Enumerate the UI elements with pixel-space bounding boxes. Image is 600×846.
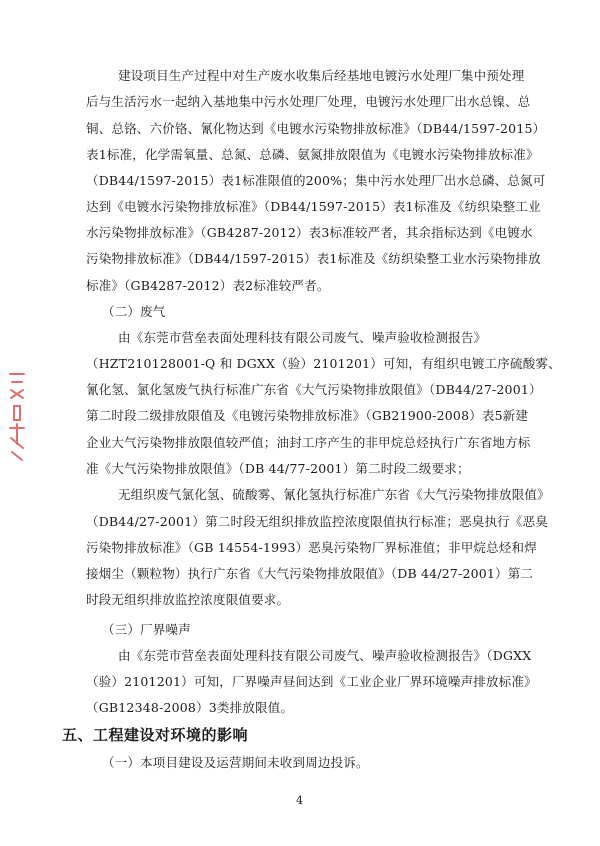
red-stamp-fragment xyxy=(6,372,28,462)
paragraph-line: 由《东莞市营垒表面处理科技有限公司废气、噪声验收检测报告》 xyxy=(118,330,487,345)
section-heading: 五、工程建设对环境的影响 xyxy=(62,726,249,744)
paragraph-line: 准《大气污染物排放限值》（DB 44/77-2001）第二时段二级要求； xyxy=(86,461,470,476)
paragraph-line: （GB12348-2008）3类排放限值。 xyxy=(86,700,294,715)
paragraph-line: 污染物排放标准》（DB44/1597-2015）表1标准及《纺织染整工业水污染物排放 xyxy=(86,251,541,266)
paragraph-line: 无组织废气氯化氢、硫酸雾、氰化氢执行标准广东省《大气污染物排放限值》 xyxy=(118,487,550,502)
paragraph-line: 氰化氢、氯化氢废气执行标准广东省《大气污染物排放限值》（DB44/27-2001） xyxy=(86,382,542,397)
paragraph-line: 建设项目生产过程中对生产废水收集后经基地电镀污水处理厂集中预处理 xyxy=(118,68,525,83)
page-number: 4 xyxy=(296,794,304,807)
paragraph-line: 表1标准，化学需氧量、总氮、总磷、氨氮排放限值为《电镀水污染物排放标准》 xyxy=(86,147,539,162)
paragraph-line: 企业大气污染物排放限值较严值；油封工序产生的非甲烷总烃执行广东省地方标 xyxy=(86,435,531,450)
paragraph-line: 时段无组织排放监控浓度限值要求。 xyxy=(86,592,290,607)
paragraph-line: 污染物排放标准》（GB 14554-1993）恶臭污染物厂界标准值；非甲烷总烃和焊 xyxy=(86,540,537,555)
paragraph-line: 标准》（GB4287-2012）表2标准较严者。 xyxy=(86,278,330,293)
paragraph-line: （DB44/27-2001）第二时段无组织排放监控浓度限值执行标准；恶臭执行《恶臭 xyxy=(86,514,548,529)
paragraph-line: 铜、总铬、六价铬、氰化物达到《电镀水污染物排放标准》（DB44/1597-2015） xyxy=(86,121,546,136)
subsection-heading: （三）厂界噪声 xyxy=(102,622,191,637)
paragraph-line: （一）本项目建设及运营期间未收到周边投诉。 xyxy=(102,755,369,770)
paragraph-line: 第二时段二级排放限值及《电镀污染物排放标准》（GB21900-2008）表5新建 xyxy=(86,408,529,423)
paragraph-line: 水污染物排放标准》（GB4287-2012）表3标准较严者，其余指标达到《电镀水 xyxy=(86,225,533,240)
paragraph-line: 接烟尘（颗粒物）执行广东省《大气污染物排放限值》（DB 44/27-2001）第二 xyxy=(86,566,534,581)
paragraph-line: 后与生活污水一起纳入基地集中污水处理厂处理，电镀污水处理厂出水总镍、总 xyxy=(86,94,531,109)
paragraph-line: （DB44/1597-2015）表1标准限值的200%；集中污水处理厂出水总磷、总氮可 xyxy=(86,173,546,188)
paragraph-line: 达到《电镀水污染物排放标准》（DB44/1597-2015）表1标准及《纺织染整工业 xyxy=(86,199,541,214)
paragraph-line: （HZT210128001-Q 和 DGXX（验）2101201）可知，有组织电镀工序硫酸雾、 xyxy=(86,356,561,371)
paragraph-line: （验）2101201）可知，厂界噪声昼间达到《工业企业厂界环境噪声排放标准》 xyxy=(86,674,537,689)
paragraph-line: 由《东莞市营垒表面处理科技有限公司废气、噪声验收检测报告》（DGXX xyxy=(118,648,532,663)
subsection-heading: （二）废气 xyxy=(102,304,166,319)
